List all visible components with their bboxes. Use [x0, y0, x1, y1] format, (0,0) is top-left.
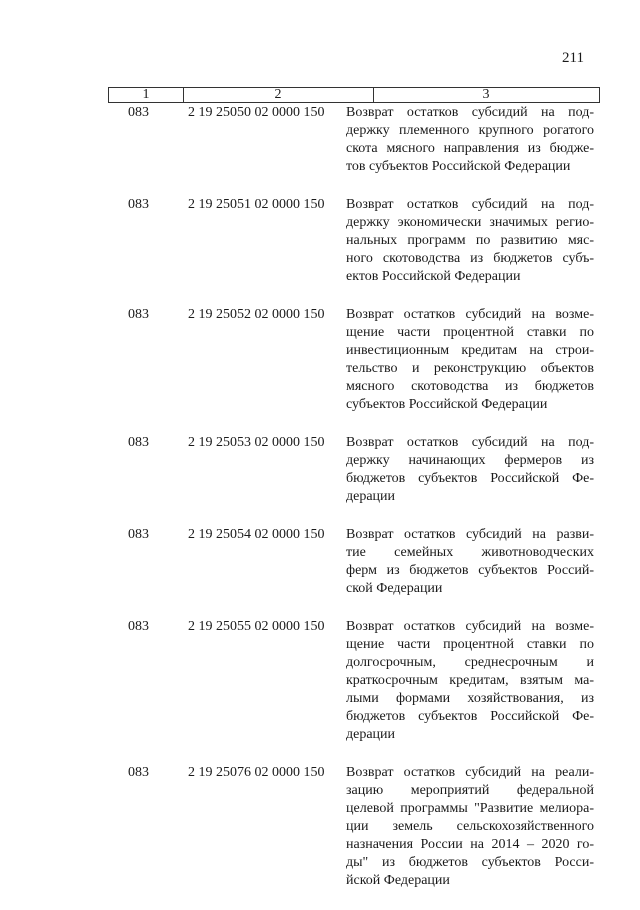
description-line: Возврат остатков субсидий на возме- [346, 619, 594, 634]
budget-classification-code: 2 19 25076 02 0000 150 [188, 765, 325, 780]
description-line: дерации [346, 727, 396, 742]
table-row [108, 196, 600, 286]
description-line: бюджетов субъектов Российской Фе- [346, 709, 594, 724]
description-line: долгосрочным, среднесрочным и [346, 655, 594, 670]
income-description [346, 196, 594, 286]
table-header [108, 87, 600, 103]
table-body [108, 104, 600, 910]
description-line: ного скотоводства из бюджетов субъ- [346, 251, 594, 266]
description-line: щение части процентной ставки по [346, 637, 594, 652]
budget-classification-code: 2 19 25053 02 0000 150 [188, 435, 325, 450]
agency-code: 083 [128, 765, 149, 780]
agency-code: 083 [128, 105, 149, 120]
description-line: Возврат остатков субсидий на реали- [346, 765, 594, 780]
income-description [346, 434, 594, 506]
header-cell-2: 2 [183, 88, 374, 102]
description-line: щение части процентной ставки по [346, 325, 594, 340]
income-description [346, 104, 594, 176]
description-line: Возврат остатков субсидий на возме- [346, 307, 594, 322]
description-line: ектов Российской Федерации [346, 269, 521, 284]
agency-code: 083 [128, 307, 149, 322]
description-line: тельство и реконструкцию объектов [346, 361, 594, 376]
description-line: Возврат остатков субсидий на под- [346, 105, 594, 120]
budget-classification-code: 2 19 25055 02 0000 150 [188, 619, 325, 634]
description-line: лыми формами хозяйствования, из [346, 691, 594, 706]
description-line: нальных программ по развитию мяс- [346, 233, 594, 248]
budget-classification-code: 2 19 25052 02 0000 150 [188, 307, 325, 322]
description-line: краткосрочным кредитам, взятым ма- [346, 673, 594, 688]
description-line: ды" из бюджетов субъектов Росси- [346, 855, 594, 870]
page-number: 211 [562, 50, 584, 66]
description-line: зацию мероприятий федеральной [346, 783, 594, 798]
budget-classification-code: 2 19 25051 02 0000 150 [188, 197, 325, 212]
description-line: назначения России на 2014 – 2020 го- [346, 837, 594, 852]
table-row [108, 306, 600, 414]
description-line: держку начинающих фермеров из [346, 453, 594, 468]
agency-code: 083 [128, 619, 149, 634]
agency-code: 083 [128, 527, 149, 542]
description-line: йской Федерации [346, 873, 450, 888]
description-line: Возврат остатков субсидий на разви- [346, 527, 594, 542]
description-line: тов субъектов Российской Федерации [346, 159, 571, 174]
description-line: ферм из бюджетов субъектов Россий- [346, 563, 594, 578]
agency-code: 083 [128, 435, 149, 450]
description-line: мясного скотоводства из бюджетов [346, 379, 594, 394]
header-cell-3: 3 [482, 87, 490, 102]
income-description [346, 764, 594, 890]
table-row [108, 434, 600, 506]
budget-classification-code: 2 19 25054 02 0000 150 [188, 527, 325, 542]
description-line: субъектов Российской Федерации [346, 397, 548, 412]
description-line: скота мясного направления из бюдже- [346, 141, 594, 156]
income-description [346, 526, 594, 598]
income-description [346, 618, 594, 744]
description-line: держку племенного крупного рогатого [346, 123, 594, 138]
description-line: целевой программы "Развитие мелиора- [346, 801, 594, 816]
table-row [108, 104, 600, 176]
table-row [108, 764, 600, 890]
budget-classification-code: 2 19 25050 02 0000 150 [188, 105, 325, 120]
table-row [108, 618, 600, 744]
description-line: тие семейных животноводческих [346, 545, 594, 560]
income-description [346, 306, 594, 414]
table-row [108, 526, 600, 598]
description-line: Возврат остатков субсидий на под- [346, 435, 594, 450]
description-line: ции земель сельскохозяйственного [346, 819, 594, 834]
description-line: инвестиционным кредитам на строи- [346, 343, 594, 358]
agency-code: 083 [128, 197, 149, 212]
description-line: дерации [346, 489, 396, 504]
description-line: ской Федерации [346, 581, 443, 596]
description-line: бюджетов субъектов Российской Фе- [346, 471, 594, 486]
header-cell-1: 1 [109, 88, 184, 102]
description-line: держку экономически значимых регио- [346, 215, 594, 230]
description-line: Возврат остатков субсидий на под- [346, 197, 594, 212]
